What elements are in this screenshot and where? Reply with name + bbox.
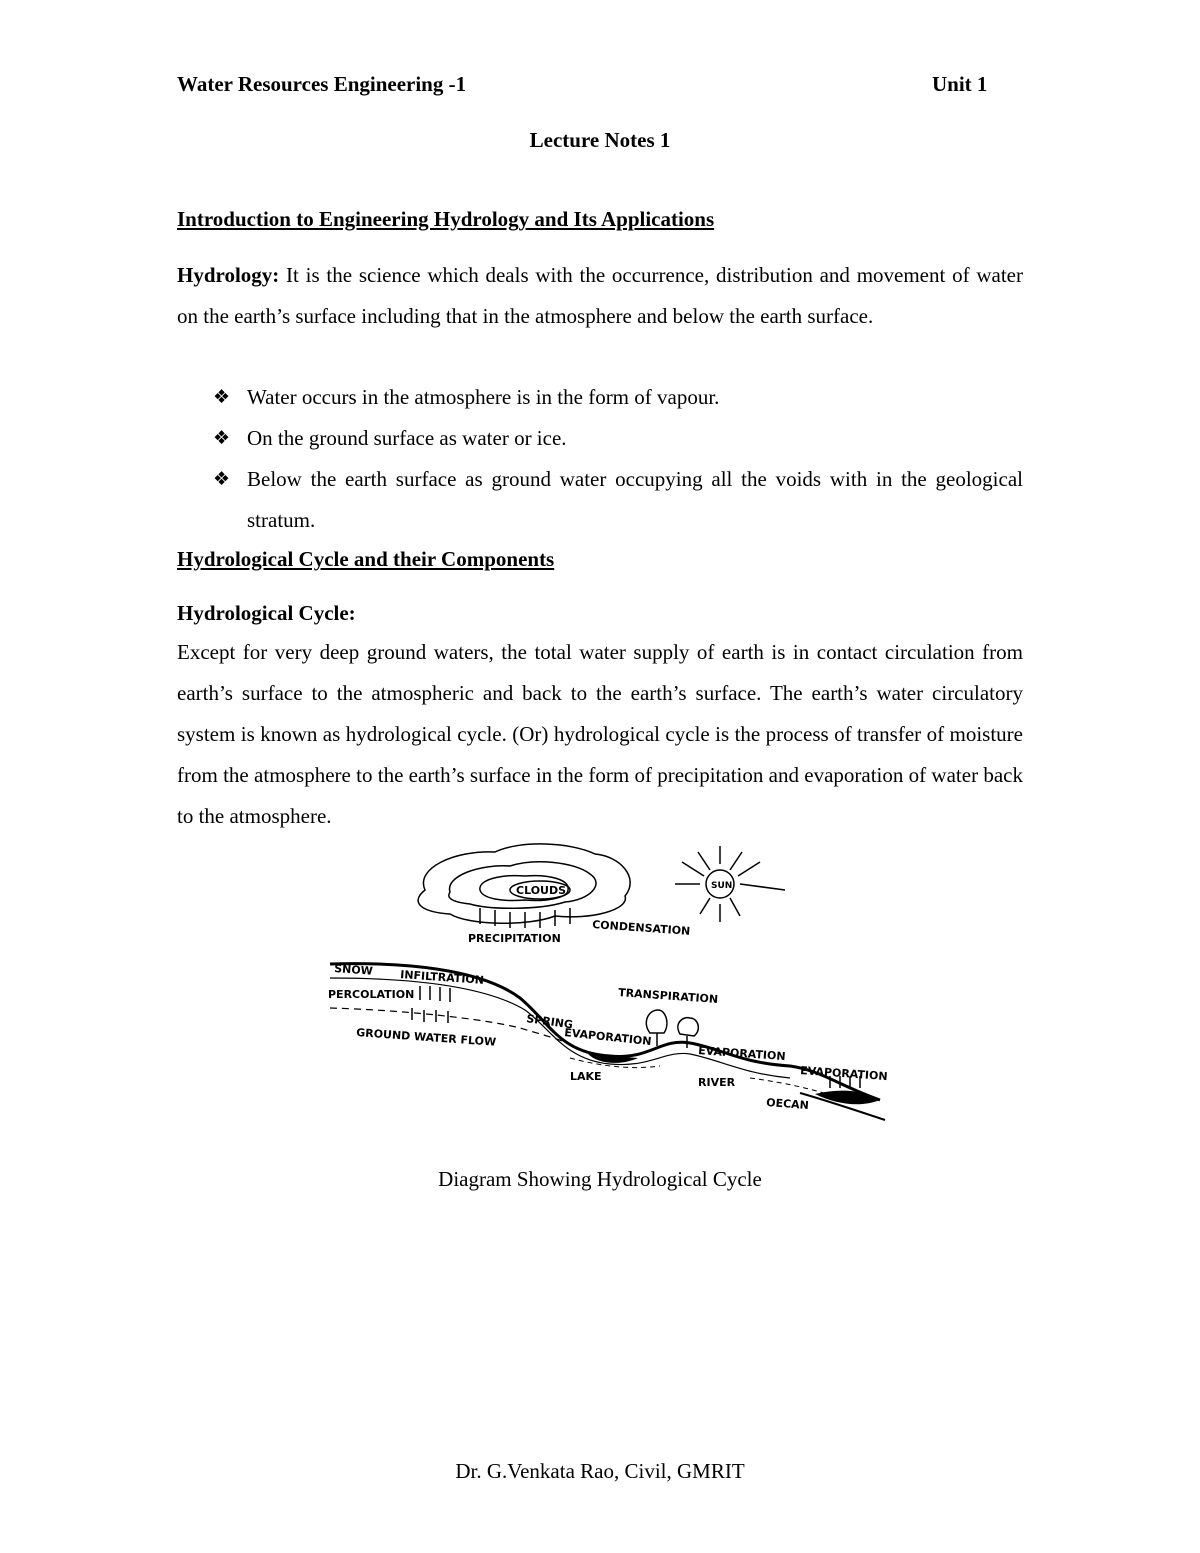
- diamond-bullet-icon: ❖: [213, 386, 231, 408]
- evaporation-lake-label: EVAPORATION: [563, 1026, 653, 1049]
- snow-label: SNOW: [333, 962, 374, 978]
- clouds-label: CLOUDS: [516, 884, 567, 897]
- hydrological-cycle-diagram: [320, 838, 920, 1128]
- precipitation-arrows: [480, 908, 570, 928]
- list-item: [177, 377, 1023, 418]
- cycle-description: Except for very deep ground waters, the total water supply of earth is in contact circulation from earth’s surface to the atmospheric and back to the earth’s surface. The earth’s water circulatory system is known as hydrological cycle. (Or) hydrological cycle is the process of transfer of moisture from the atmosphere to the earth’s surface in the form of precipitation and evaporation of water back to the atmosphere.: [177, 640, 1023, 828]
- sun-label: SUN: [711, 881, 733, 891]
- diamond-bullet-icon: ❖: [213, 468, 231, 490]
- evaporation-ocean-label: EVAPORATION: [799, 1064, 888, 1084]
- lake-label: LAKE: [570, 1070, 602, 1083]
- page-footer: Dr. G.Venkata Rao, Civil, GMRIT: [455, 1459, 745, 1483]
- bullet-text: Below the earth surface as ground water occupying all the voids with in the geological stratum.: [247, 467, 1023, 532]
- header-course-title: Water Resources Engineering -1: [177, 72, 467, 96]
- ocean-water: [815, 1091, 880, 1105]
- ground-water-flow-label: GROUND WATER FLOW: [355, 1026, 497, 1049]
- hydrology-term: Hydrology:: [177, 263, 280, 287]
- hydrology-bullet-list: [177, 377, 1023, 541]
- bullet-text: On the ground surface as water or ice.: [247, 426, 567, 450]
- intro-heading: Introduction to Engineering Hydrology and Its Applications: [177, 207, 715, 231]
- hydrology-definition: [177, 255, 1023, 337]
- percolation-label: PERCOLATION: [328, 988, 415, 1001]
- list-item: [177, 418, 1023, 459]
- cycle-subheading: Hydrological Cycle:: [177, 601, 356, 625]
- diamond-bullet-icon: ❖: [213, 427, 231, 449]
- page-title: Lecture Notes 1: [529, 128, 671, 152]
- header-unit: Unit 1: [932, 72, 988, 96]
- condensation-label: CONDENSATION: [591, 918, 691, 938]
- infiltration-arrows: [412, 986, 450, 1023]
- ocean-label: OECAN: [765, 1096, 810, 1112]
- precipitation-label: PRECIPITATION: [468, 932, 561, 945]
- spring-label: SPRING: [525, 1012, 574, 1032]
- river-label: RIVER: [698, 1076, 736, 1089]
- transpiration-label: TRANSPIRATION: [617, 986, 719, 1006]
- evaporation-river-label: EVAPORATION: [697, 1044, 786, 1064]
- bullet-text: Water occurs in the atmosphere is in the form of vapour.: [247, 385, 720, 409]
- diagram-caption: Diagram Showing Hydrological Cycle: [438, 1167, 762, 1191]
- hydrology-text: It is the science which deals with the occurrence, distribution and movement of water on the earth’s surface including that in the atmosphere and below the earth surface.: [177, 263, 1023, 328]
- cycle-heading: Hydrological Cycle and their Components: [177, 547, 555, 571]
- infiltration-label: INFILTRATION: [399, 968, 485, 987]
- list-item: [177, 459, 1023, 541]
